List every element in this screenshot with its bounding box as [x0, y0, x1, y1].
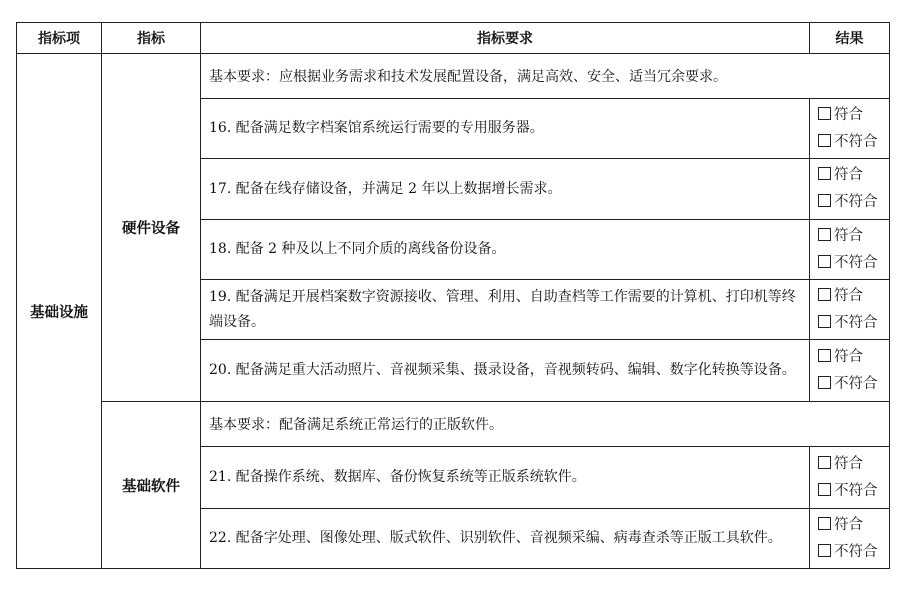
- requirement-20: 20. 配备满足重大活动照片、音视频采集、摄录设备，音视频转码、编辑、数字化转换等设备。: [201, 340, 810, 402]
- requirement-19: 19. 配备满足开展档案数字资源接收、管理、利用、自助查档等工作需要的计算机、打印机等终端设备。: [201, 280, 810, 340]
- result-cell: [810, 159, 890, 220]
- requirement-21: 21. 配备操作系统、数据库、备份恢复系统等正版系统软件。: [201, 447, 810, 509]
- checkbox[interactable]: [818, 315, 831, 328]
- header-requirement: 指标要求: [201, 23, 810, 54]
- header-category: 指标项: [17, 23, 102, 54]
- option-no[interactable]: 不符合: [818, 310, 889, 337]
- result-cell: [810, 280, 890, 340]
- option-yes[interactable]: 符合: [818, 512, 889, 539]
- option-no[interactable]: 不符合: [818, 129, 889, 156]
- option-yes[interactable]: 符合: [818, 283, 889, 310]
- requirement-18: 18. 配备 2 种及以上不同介质的离线备份设备。: [201, 220, 810, 280]
- result-cell: [810, 220, 890, 280]
- checkbox[interactable]: [818, 134, 831, 147]
- option-yes[interactable]: 符合: [818, 162, 889, 189]
- checkbox[interactable]: [818, 456, 831, 469]
- checkbox[interactable]: [818, 228, 831, 241]
- checkbox[interactable]: [818, 167, 831, 180]
- option-no[interactable]: 不符合: [818, 478, 889, 505]
- result-cell: [810, 340, 890, 402]
- requirement-17: 17. 配备在线存储设备，并满足 2 年以上数据增长需求。: [201, 159, 810, 220]
- table-row: [17, 402, 890, 447]
- basic-requirement-software: 基本要求：配备满足系统正常运行的正版软件。: [201, 402, 890, 447]
- result-cell: [810, 99, 890, 159]
- category-cell: 基础设施: [17, 54, 102, 569]
- header-row: [17, 23, 890, 54]
- checkbox[interactable]: [818, 107, 831, 120]
- indicator-software: 基础软件: [102, 402, 201, 569]
- option-no[interactable]: 不符合: [818, 250, 889, 277]
- option-no[interactable]: 不符合: [818, 189, 889, 216]
- result-cell: [810, 447, 890, 509]
- checkbox[interactable]: [818, 255, 831, 268]
- checkbox[interactable]: [818, 376, 831, 389]
- requirement-16: 16. 配备满足数字档案馆系统运行需要的专用服务器。: [201, 99, 810, 159]
- result-cell: [810, 509, 890, 569]
- basic-requirement-hardware: 基本要求：应根据业务需求和技术发展配置设备，满足高效、安全、适当冗余要求。: [201, 54, 890, 99]
- checkbox[interactable]: [818, 194, 831, 207]
- checkbox[interactable]: [818, 483, 831, 496]
- option-yes[interactable]: 符合: [818, 344, 889, 371]
- requirement-22: 22. 配备字处理、图像处理、版式软件、识别软件、音视频采编、病毒查杀等正版工具软件。: [201, 509, 810, 569]
- option-no[interactable]: 不符合: [818, 539, 889, 566]
- option-yes[interactable]: 符合: [818, 102, 889, 129]
- checkbox[interactable]: [818, 288, 831, 301]
- header-result: 结果: [810, 23, 890, 54]
- checkbox[interactable]: [818, 517, 831, 530]
- checkbox[interactable]: [818, 544, 831, 557]
- checkbox[interactable]: [818, 349, 831, 362]
- indicator-hardware: 硬件设备: [102, 54, 201, 402]
- option-yes[interactable]: 符合: [818, 451, 889, 478]
- option-yes[interactable]: 符合: [818, 223, 889, 250]
- option-no[interactable]: 不符合: [818, 371, 889, 398]
- requirements-table: [16, 22, 890, 569]
- header-indicator: 指标: [102, 23, 201, 54]
- table-row: [17, 54, 890, 99]
